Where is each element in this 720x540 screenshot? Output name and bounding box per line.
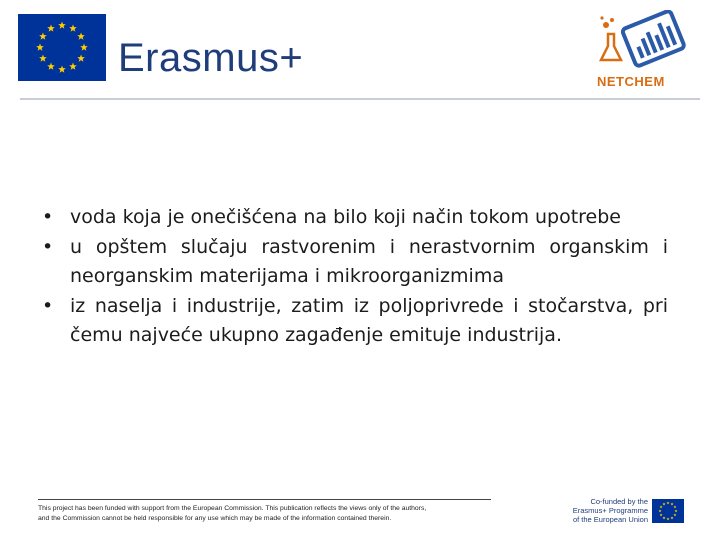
bullet-marker: • bbox=[42, 235, 54, 258]
eu-star-icon bbox=[666, 501, 669, 504]
bullet-text: u opštem slučaju rastvorenim i nerastvornim organskim i neorganskim materijama i mikroorganizmima bbox=[70, 235, 668, 287]
erasmus-plus-logo-text: Erasmus+ bbox=[118, 36, 304, 80]
eu-star-icon bbox=[69, 24, 77, 31]
eu-star-icon bbox=[660, 513, 663, 516]
eu-star-icon bbox=[69, 63, 77, 70]
cofunded-label bbox=[568, 497, 648, 524]
eu-star-icon bbox=[660, 505, 663, 508]
list-item bbox=[40, 203, 668, 233]
eu-star-icon bbox=[47, 63, 55, 70]
eu-star-icon bbox=[39, 33, 47, 40]
eu-star-icon bbox=[77, 33, 85, 40]
eu-star-icon bbox=[80, 44, 88, 51]
footer-divider bbox=[38, 499, 491, 500]
funding-disclaimer bbox=[38, 504, 518, 523]
eu-star-icon bbox=[658, 509, 661, 512]
header-divider bbox=[20, 98, 700, 100]
eu-star-icon bbox=[662, 502, 665, 505]
eu-star-icon bbox=[77, 55, 85, 62]
eu-star-icon bbox=[36, 44, 44, 51]
eu-star-icon bbox=[58, 66, 66, 73]
eu-star-icon bbox=[674, 509, 677, 512]
cofunded-line: Erasmus+ Programme bbox=[572, 506, 648, 515]
eu-star-icon bbox=[670, 516, 673, 519]
bullet-marker: • bbox=[42, 294, 54, 317]
eu-mini-flag-icon bbox=[652, 499, 684, 523]
eu-star-icon bbox=[47, 24, 55, 31]
eu-star-icon bbox=[39, 55, 47, 62]
eu-star-icon bbox=[662, 516, 665, 519]
eu-star-icon bbox=[58, 22, 66, 29]
eu-flag-icon bbox=[18, 14, 106, 81]
disclaimer-line: and the Commission cannot be held responsible for any use which may be made of the information contained therein. bbox=[38, 514, 392, 522]
bullet-list bbox=[40, 203, 668, 351]
eu-star-icon bbox=[673, 505, 676, 508]
bullet-text: voda koja je onečišćena na bilo koji način tokom upotrebe bbox=[70, 206, 621, 228]
eu-star-icon bbox=[670, 502, 673, 505]
bullet-text: iz naselja i industrije, zatim iz poljoprivrede i stočarstva, pri čemu najveće ukupno zagađenje emituje industrija. bbox=[70, 294, 668, 346]
disclaimer-line: This project has been funded with support from the European Commission. This publication reflects the views only of the authors, bbox=[38, 505, 427, 512]
slide-header bbox=[0, 0, 720, 100]
cofunded-line: of the European Union bbox=[572, 515, 648, 524]
bullet-marker: • bbox=[42, 206, 54, 228]
netchem-logo-icon bbox=[590, 10, 695, 92]
list-item bbox=[40, 292, 668, 351]
list-item bbox=[40, 233, 668, 292]
netchem-logo-text: NETCHEM bbox=[597, 74, 665, 89]
eu-star-icon bbox=[666, 517, 669, 520]
cofunded-line: Co-funded by the bbox=[590, 497, 648, 506]
eu-star-icon bbox=[673, 513, 676, 516]
